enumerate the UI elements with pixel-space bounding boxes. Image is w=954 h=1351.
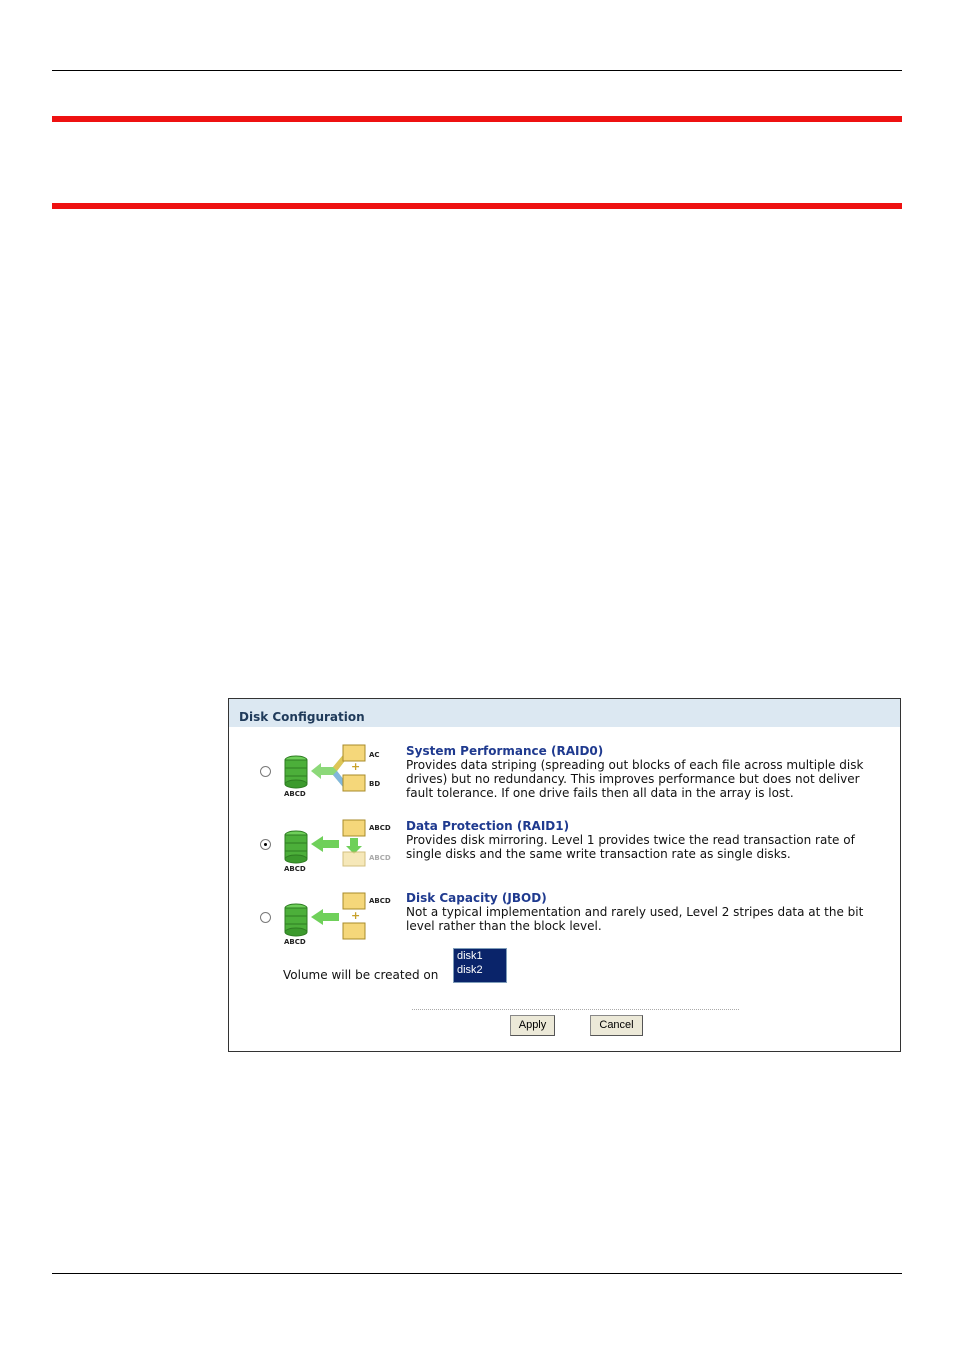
option-jbod (229, 889, 900, 961)
jbod-diagram-icon (281, 889, 401, 949)
raid1-description: Provides disk mirroring. Level 1 provides twice the read transaction rate of single disks and the same write transaction rate as single disks. (406, 833, 855, 861)
jbod-description: Not a typical implementation and rarely used, Level 2 stripes data at the bit level rather than the block level. (406, 905, 864, 933)
cancel-button[interactable]: Cancel (590, 1015, 643, 1036)
raid0-radio[interactable] (260, 766, 271, 777)
disk-configuration-panel (228, 698, 901, 1052)
svg-text:ABCD: ABCD (284, 938, 306, 946)
svg-text:+: + (351, 760, 361, 773)
divider (412, 1009, 739, 1010)
disk-option[interactable]: disk1 (457, 950, 483, 962)
red-bottom-bar (52, 203, 902, 209)
svg-text:ABCD: ABCD (369, 897, 391, 905)
svg-text:BD: BD (369, 780, 381, 788)
svg-text:ABCD: ABCD (284, 865, 306, 873)
raid1-title: Data Protection (RAID1) (406, 819, 570, 833)
top-rule (52, 70, 902, 71)
volume-label: Volume will be created on (283, 968, 439, 982)
source-disk-icon (285, 904, 307, 936)
raid0-diagram-icon (281, 741, 401, 801)
apply-button[interactable]: Apply (510, 1015, 555, 1036)
option-raid0 (229, 741, 900, 813)
disk-select-list[interactable] (453, 948, 507, 983)
disk-option[interactable]: disk2 (457, 964, 483, 976)
raid1-radio[interactable] (260, 839, 271, 850)
panel-title: Disk Configuration (239, 710, 365, 724)
svg-text:ABCD: ABCD (369, 854, 391, 862)
raid0-description: Provides data striping (spreading out blocks of each file across multiple disk drives) but no redundancy. This improves performance but does not deliver fault tolerance. If one drive fails then all data in the array is lost. (406, 758, 864, 800)
svg-text:+: + (351, 909, 361, 922)
panel-header (229, 699, 900, 727)
red-top-bar (52, 116, 902, 122)
svg-text:ABCD: ABCD (369, 824, 391, 832)
svg-text:AC: AC (369, 751, 380, 759)
jbod-title: Disk Capacity (JBOD) (406, 891, 547, 905)
raid0-title: System Performance (RAID0) (406, 744, 604, 758)
svg-text:ABCD: ABCD (284, 790, 306, 798)
source-disk-icon (285, 831, 307, 863)
source-disk-icon (285, 756, 307, 788)
jbod-radio[interactable] (260, 912, 271, 923)
option-raid1 (229, 816, 900, 888)
raid1-diagram-icon (281, 816, 401, 876)
bottom-rule (52, 1273, 902, 1274)
